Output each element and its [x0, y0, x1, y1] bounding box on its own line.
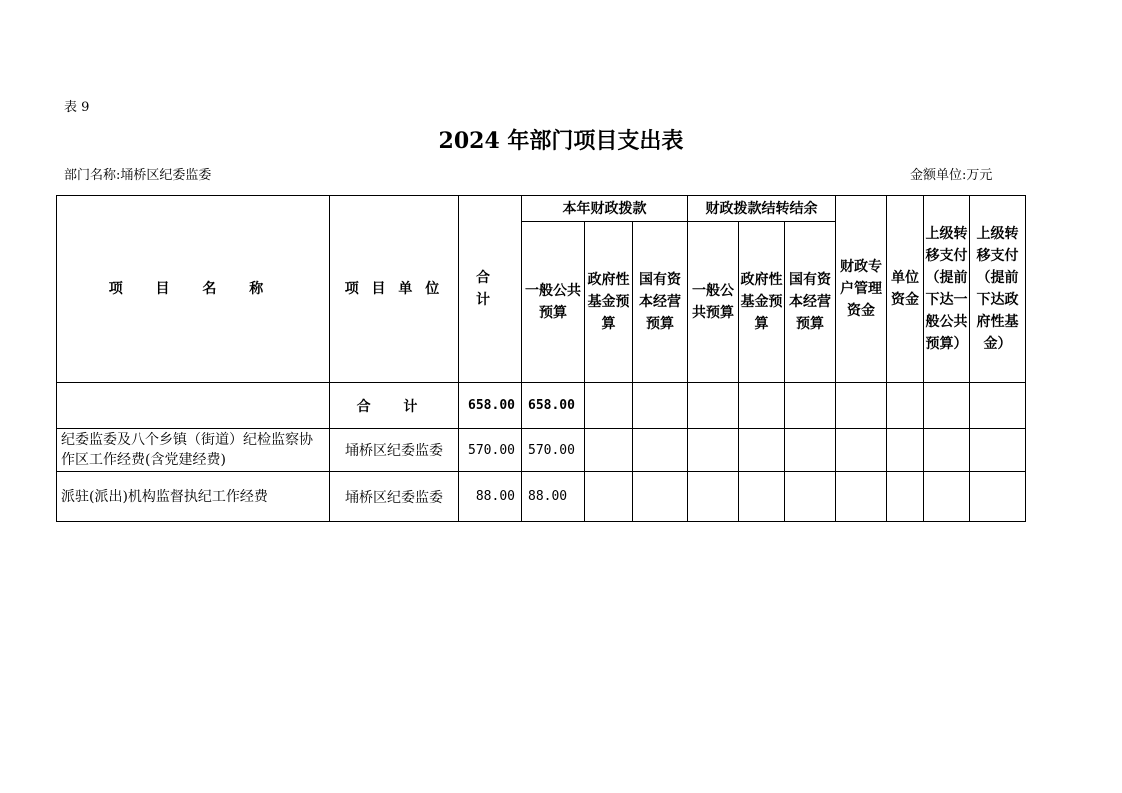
col-header-transfer-general: 上级转移支付（提前下达一般公共预算）	[924, 196, 970, 383]
empty-cell	[688, 472, 739, 522]
project-expenditure-table	[56, 195, 1026, 522]
empty-cell	[924, 429, 970, 472]
col-header-transfer-gov-fund: 上级转移支付（提前下达政府性基金）	[970, 196, 1026, 383]
empty-cell	[836, 429, 887, 472]
col-group-current-year-funding: 本年财政拨款	[522, 196, 688, 222]
col-header-project-unit: 项 目 单 位	[330, 196, 459, 383]
empty-cell	[785, 429, 836, 472]
empty-cell	[924, 383, 970, 429]
row-total: 570.00	[459, 429, 522, 472]
col-header-gov-fund-budget: 政府性基金预算	[585, 222, 633, 383]
page-title: 2024 年部门项目支出表	[438, 128, 684, 154]
col-header-special-account-fund: 财政专户管理资金	[836, 196, 887, 383]
total-row-total: 658.00	[459, 383, 522, 429]
col-header-carryover-gov-fund: 政府性基金预算	[739, 222, 785, 383]
empty-cell	[887, 472, 924, 522]
empty-cell	[887, 383, 924, 429]
empty-cell	[887, 429, 924, 472]
header-row-1	[57, 196, 1026, 222]
col-header-project-name: 项 目 名 称	[57, 196, 330, 383]
table-number: 表 9	[64, 100, 90, 115]
col-header-carryover-general-public: 一般公共预算	[688, 222, 739, 383]
row-project-unit: 埇桥区纪委监委	[330, 429, 459, 472]
col-header-state-capital-budget: 国有资本经营预算	[633, 222, 688, 383]
row-project-name: 纪委监委及八个乡镇（街道）纪检监察协作区工作经费(含党建经费)	[57, 429, 330, 472]
col-header-carryover-state-capital: 国有资本经营预算	[785, 222, 836, 383]
col-group-carryover-funding: 财政拨款结转结余	[688, 196, 836, 222]
empty-cell	[785, 383, 836, 429]
empty-cell	[739, 472, 785, 522]
col-header-total: 合 计	[459, 196, 522, 383]
row-project-name: 派驻(派出)机构监督执纪工作经费	[57, 472, 330, 522]
row-total: 88.00	[459, 472, 522, 522]
empty-cell	[688, 383, 739, 429]
total-row-label: 合 计	[330, 383, 459, 429]
empty-cell	[924, 472, 970, 522]
empty-cell	[970, 429, 1026, 472]
empty-cell	[785, 472, 836, 522]
empty-cell	[585, 472, 633, 522]
col-header-general-public-budget: 一般公共预算	[522, 222, 585, 383]
empty-cell	[836, 472, 887, 522]
table-row	[57, 472, 1026, 522]
empty-cell	[739, 383, 785, 429]
col-header-unit-fund: 单位资金	[887, 196, 924, 383]
empty-cell	[585, 383, 633, 429]
row-general-public: 88.00	[522, 472, 585, 522]
total-row	[57, 383, 1026, 429]
empty-cell	[585, 429, 633, 472]
total-row-general-public: 658.00	[522, 383, 585, 429]
empty-cell	[970, 383, 1026, 429]
empty-cell	[633, 472, 688, 522]
empty-cell	[633, 383, 688, 429]
empty-cell	[970, 472, 1026, 522]
total-row-name	[57, 383, 330, 429]
empty-cell	[633, 429, 688, 472]
empty-cell	[688, 429, 739, 472]
empty-cell	[739, 429, 785, 472]
department-label: 部门名称:埇桥区纪委监委	[64, 168, 212, 183]
amount-unit-label: 金额单位:万元	[910, 168, 993, 183]
row-general-public: 570.00	[522, 429, 585, 472]
empty-cell	[836, 383, 887, 429]
table-row	[57, 429, 1026, 472]
row-project-unit: 埇桥区纪委监委	[330, 472, 459, 522]
